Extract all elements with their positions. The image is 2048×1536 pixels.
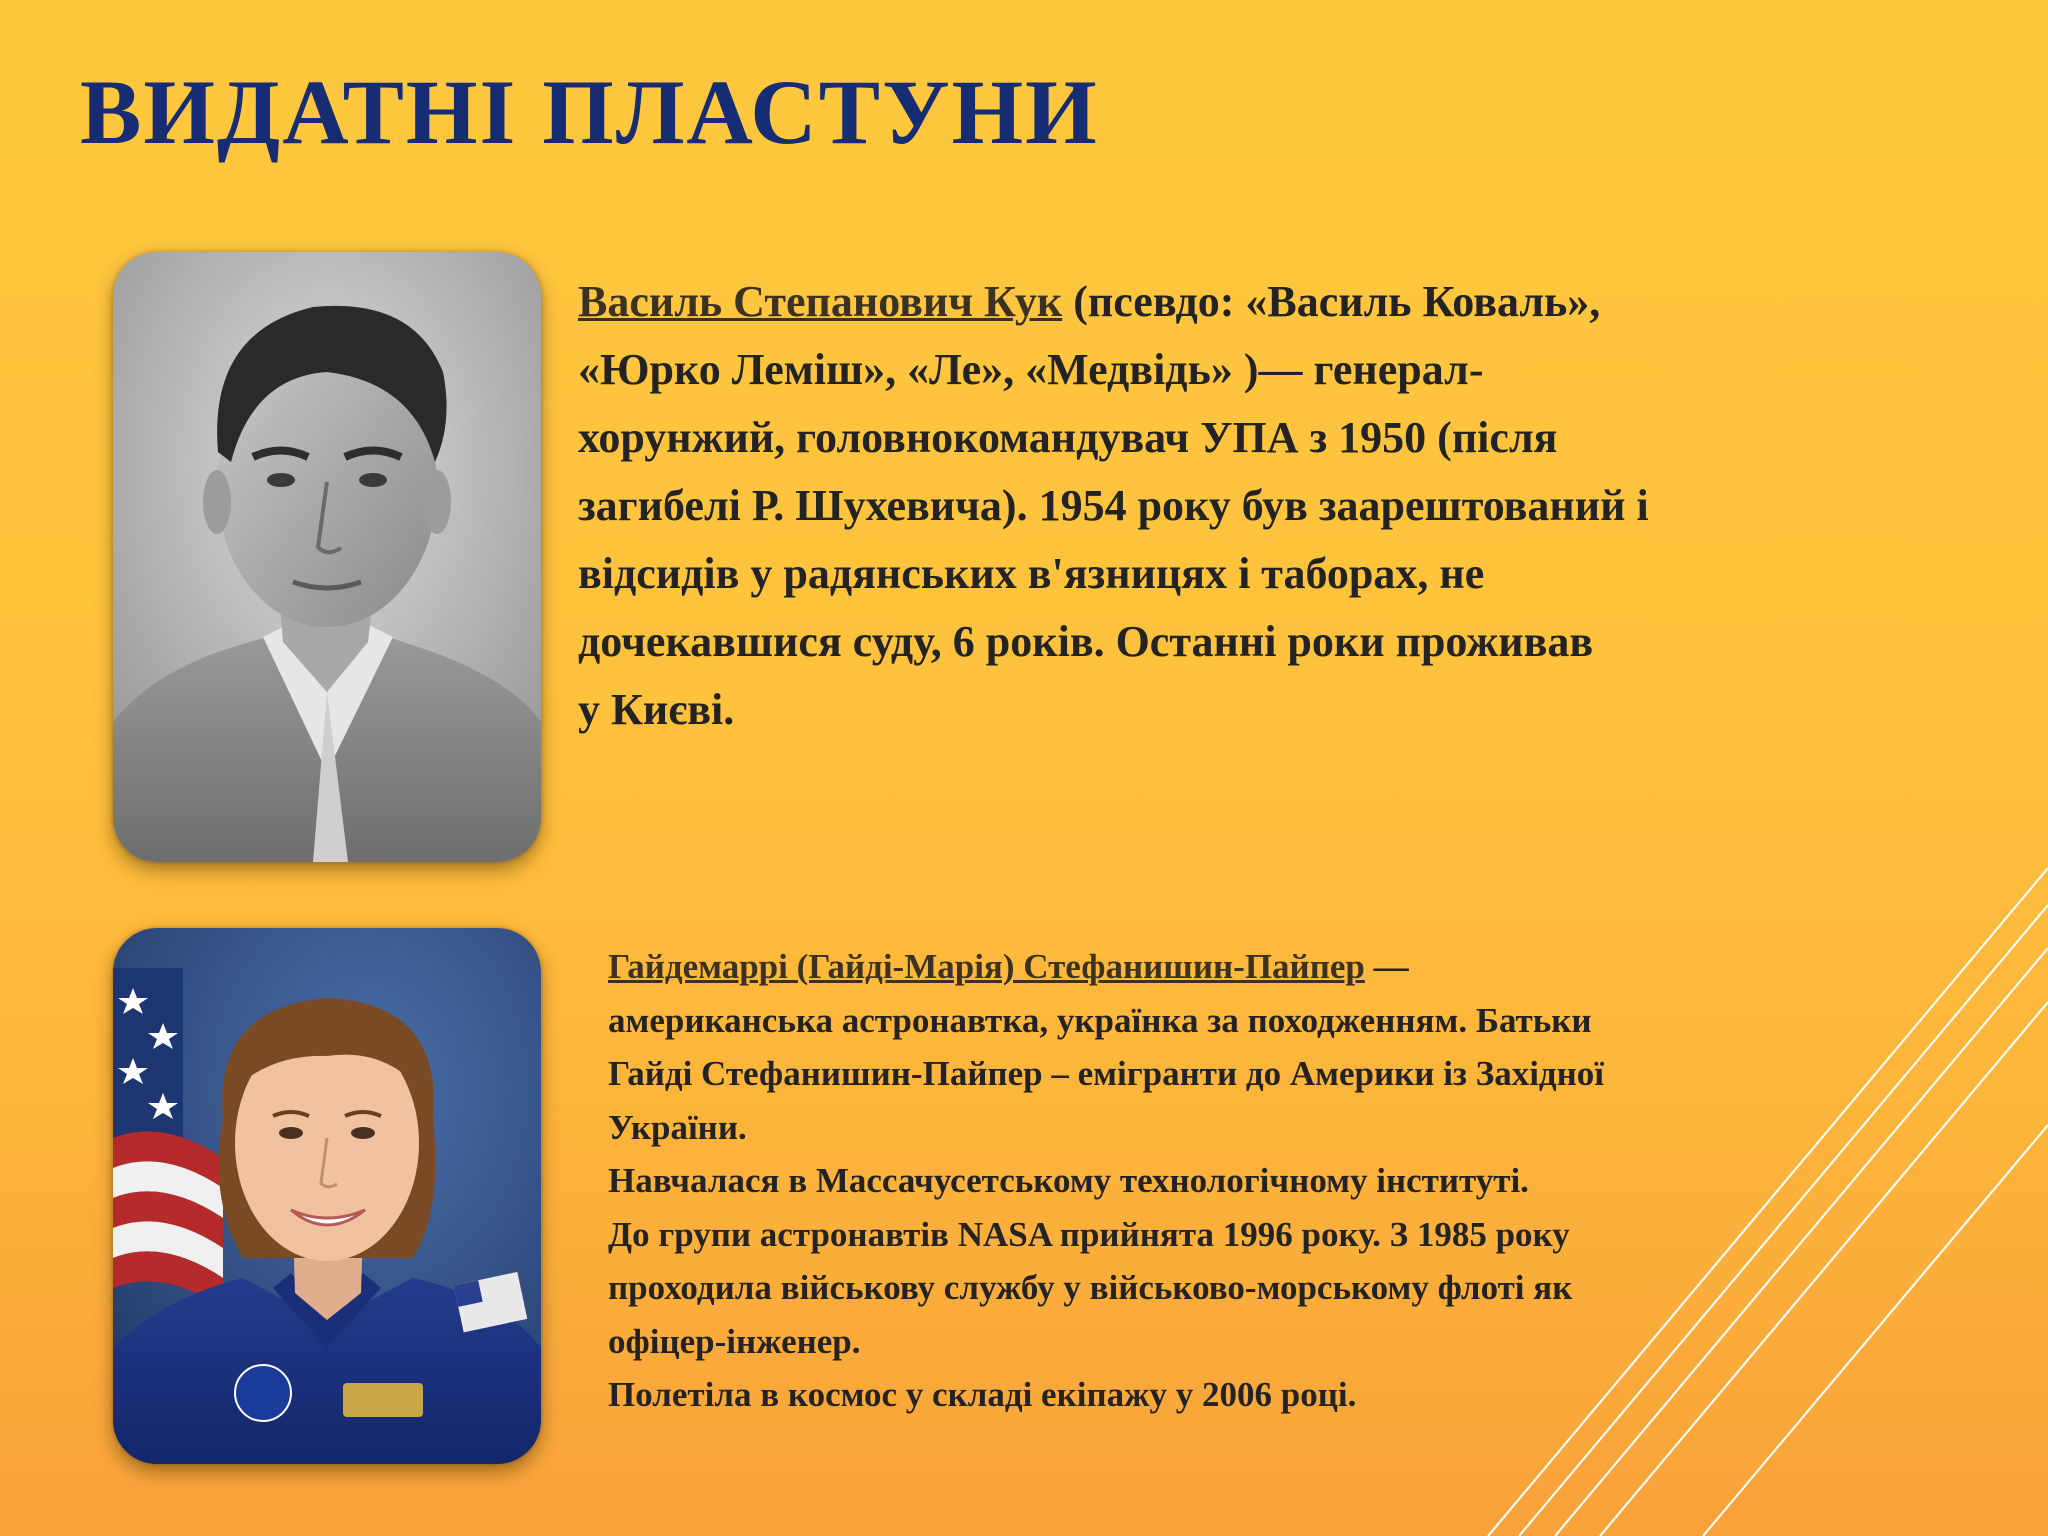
bio-line: офіцер-інженер. — [608, 1321, 861, 1361]
portrait-photo-stefanyshyn-piper — [113, 928, 541, 1464]
bio-line: «Юрко Леміш», «Ле», «Медвідь» )— генерал- — [578, 345, 1484, 394]
slide-title: ВИДАТНІ ПЛАСТУНИ — [80, 61, 1099, 163]
bio-line: дочекавшися суду, 6 років. Останні роки проживав — [578, 617, 1594, 666]
bio-stefanyshyn-piper — [608, 940, 1948, 1422]
bio-line: Навчалася в Массачусетському технологічному інституті. — [608, 1161, 1529, 1200]
bio-line: Гайді Стефанишин-Пайпер – емігранти до Америки із Західної — [608, 1054, 1605, 1093]
man-portrait-icon — [113, 252, 541, 862]
bio-line: загибелі Р. Шухевича). 1954 року був заарештований і — [578, 481, 1649, 530]
bio-line: проходила військову службу у військово-морському флоті як — [608, 1268, 1573, 1307]
bio-line: До групи астронавтів NASA прийнята 1996 року. З 1985 року — [608, 1214, 1570, 1254]
bio-line: американська астронавтка, українка за походженням. Батьки — [608, 1000, 1592, 1040]
bio-line: — — [1364, 947, 1409, 986]
person-name-kuk[interactable]: Василь Степанович Кук — [578, 277, 1063, 326]
bio-line: у Києві. — [578, 685, 735, 734]
bio-line: хорунжий, головнокомандувач УПА з 1950 (після — [578, 413, 1558, 462]
bio-line: України. — [608, 1107, 747, 1147]
bio-line: відсидів у радянських в'язницях і таборах, не — [578, 549, 1485, 598]
person-name-stefanyshyn-piper[interactable]: Гайдемаррі (Гайді-Марія) Стефанишин-Пайпер — [608, 947, 1365, 986]
bio-line: Полетіла в космос у складі екіпажу у 2006 році. — [608, 1375, 1357, 1414]
portrait-photo-kuk — [113, 252, 541, 862]
astronaut-portrait-icon — [113, 928, 541, 1464]
bio-kuk — [578, 268, 1998, 744]
bio-line: (псевдо: «Василь Коваль», — [1062, 277, 1601, 326]
